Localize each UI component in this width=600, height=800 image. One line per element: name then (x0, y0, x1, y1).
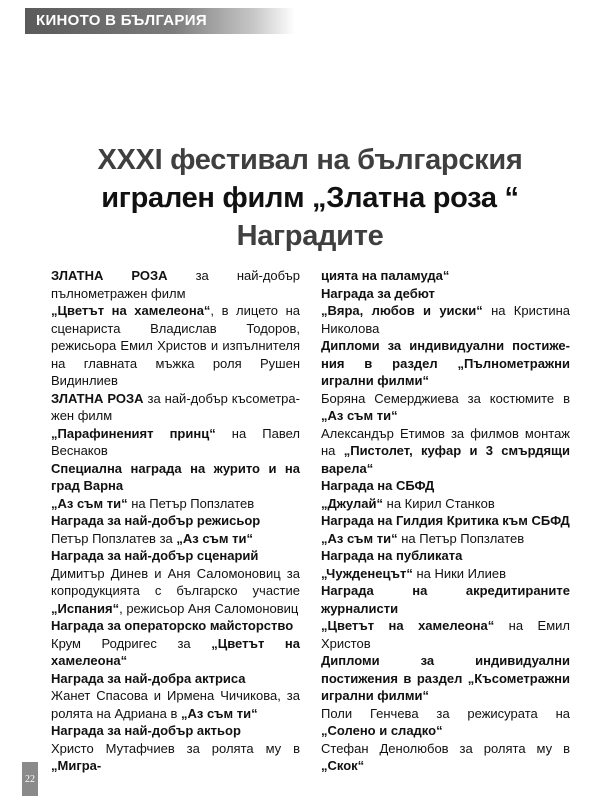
award-heading: Награда на Гилдия Критика към СБФД (321, 513, 570, 528)
award-heading: Награда за най-добър актьор (51, 723, 241, 738)
award-heading: Награда за операторско майсторство (51, 618, 294, 633)
film-title: „Цветът на хамелеона“ (51, 635, 300, 668)
award-heading: Специална награда на журито и на град Варна (51, 460, 300, 493)
award-heading: Награда на акредитираните журналисти (321, 583, 570, 616)
award-text: Боряна Семерджиева за костюмите в (321, 390, 570, 406)
award-paragraph (51, 740, 300, 775)
right-column (321, 267, 570, 775)
award-heading: Награда за най-добър режисьор (51, 513, 261, 528)
award-text: на Кирил Станков (383, 495, 495, 511)
award-paragraph (51, 495, 300, 513)
award-paragraph (51, 302, 300, 390)
award-text: Поли Генчева за режисурата на (321, 705, 570, 721)
award-text: Петър Попзлатев за (51, 530, 177, 546)
award-paragraph (321, 565, 570, 583)
award-heading: Награда за най-добра актриса (51, 670, 246, 686)
film-title: „Чужденецът“ (321, 565, 413, 581)
award-text: на Емил Христов (321, 618, 570, 651)
film-title: „Цветът на хамелеона“ (51, 303, 211, 318)
title-line-1: XXXI фестивал на българския (97, 144, 523, 176)
award-text: на Петър Попзлатев (397, 530, 525, 546)
award-text: на Петър Попзлатев (127, 495, 255, 511)
award-paragraph (321, 302, 570, 337)
award-paragraph (51, 687, 300, 722)
film-title: „Пистолет, куфар и 3 смърдящи варела“ (321, 443, 570, 476)
award-heading: Награда за най-добър сценарий (51, 548, 259, 563)
award-paragraph (321, 617, 570, 652)
film-title: „Джулай“ (321, 495, 384, 511)
section-header-title: КИНОТО В БЪЛГАРИЯ (36, 12, 207, 29)
award-paragraph (321, 705, 570, 740)
award-text: , режисьор Аня Саломоновиц (119, 600, 299, 616)
award-text: на Павел Веснаков (51, 425, 300, 458)
film-title: „Вяра, любов и уиски“ (321, 303, 483, 318)
award-text: на Кристина Николова (321, 303, 570, 336)
award-text: Стефан Денолюбов за ролята му в (321, 740, 570, 756)
award-paragraph (321, 390, 570, 425)
award-paragraph (51, 530, 300, 548)
film-title: „Аз съм ти“ (181, 705, 258, 721)
film-title: „Скок“ (321, 758, 365, 773)
award-text: за най-добър пълнометражен филм (51, 268, 300, 301)
award-heading: Награда на публиката (321, 548, 463, 563)
film-title: цията на паламуда“ (321, 268, 450, 283)
award-paragraph (51, 425, 300, 460)
award-text: за най-добър късометражен филм (51, 390, 300, 423)
award-name: ЗЛАТНА РОЗА (51, 268, 168, 283)
award-paragraph (51, 565, 300, 618)
left-column (51, 267, 300, 775)
film-title: „Мигра- (51, 758, 102, 773)
award-heading: Награда на СБФД (321, 478, 435, 493)
award-paragraph (321, 530, 570, 548)
award-text: , в лицето на сценариста Владислав Тодоров, режисьора Емил Христов и изпълнителя на главната мъжка роля Рушен Видинлиев (51, 303, 300, 388)
film-title: „Аз съм ти“ (51, 495, 128, 511)
award-heading: Дипломи за индивидуални постижения в раздел „Късометражни игрални филми“ (321, 653, 570, 703)
award-text: Христо Мутафчиев за ролята му в (51, 740, 300, 756)
film-title: „Солено и сладко“ (321, 723, 443, 738)
award-text: на Ники Илиев (412, 565, 506, 581)
film-title: „Аз съм ти“ (176, 530, 253, 546)
award-name: ЗЛАТНА РОЗА (51, 390, 144, 406)
award-paragraph (51, 267, 300, 302)
award-heading: Дипломи за индивидуални постижения в раздел „Пълнометражни игрални филми“ (321, 338, 570, 388)
award-heading: Награда за дебют (321, 285, 435, 301)
film-title: „Испания“ (51, 600, 120, 616)
award-text: Жанет Спасова и Ирмена Чичикова, за ролята на Адриана в (51, 688, 300, 721)
award-paragraph (321, 740, 570, 775)
award-text: Александър Етимов за филмов монтаж на (321, 425, 570, 458)
page-number: 22 (25, 774, 35, 785)
title-line-2: игрален филм „Златна роза “ (101, 182, 519, 214)
film-title: „Аз съм ти“ (321, 408, 398, 423)
film-title: „Аз съм ти“ (321, 530, 398, 546)
film-title: „Цветът на хамелеона“ (321, 618, 495, 633)
article-title (40, 141, 580, 255)
award-text: Димитър Динев и Аня Саломоновиц за копродукцията с българско участие (51, 565, 300, 598)
award-text: Крум Родригес за (51, 635, 212, 651)
award-paragraph (321, 425, 570, 478)
film-title: „Парафиненият принц“ (51, 425, 216, 441)
title-line-3: Наградите (236, 220, 384, 252)
award-paragraph (51, 635, 300, 670)
award-paragraph (321, 495, 570, 513)
award-paragraph (51, 390, 300, 425)
